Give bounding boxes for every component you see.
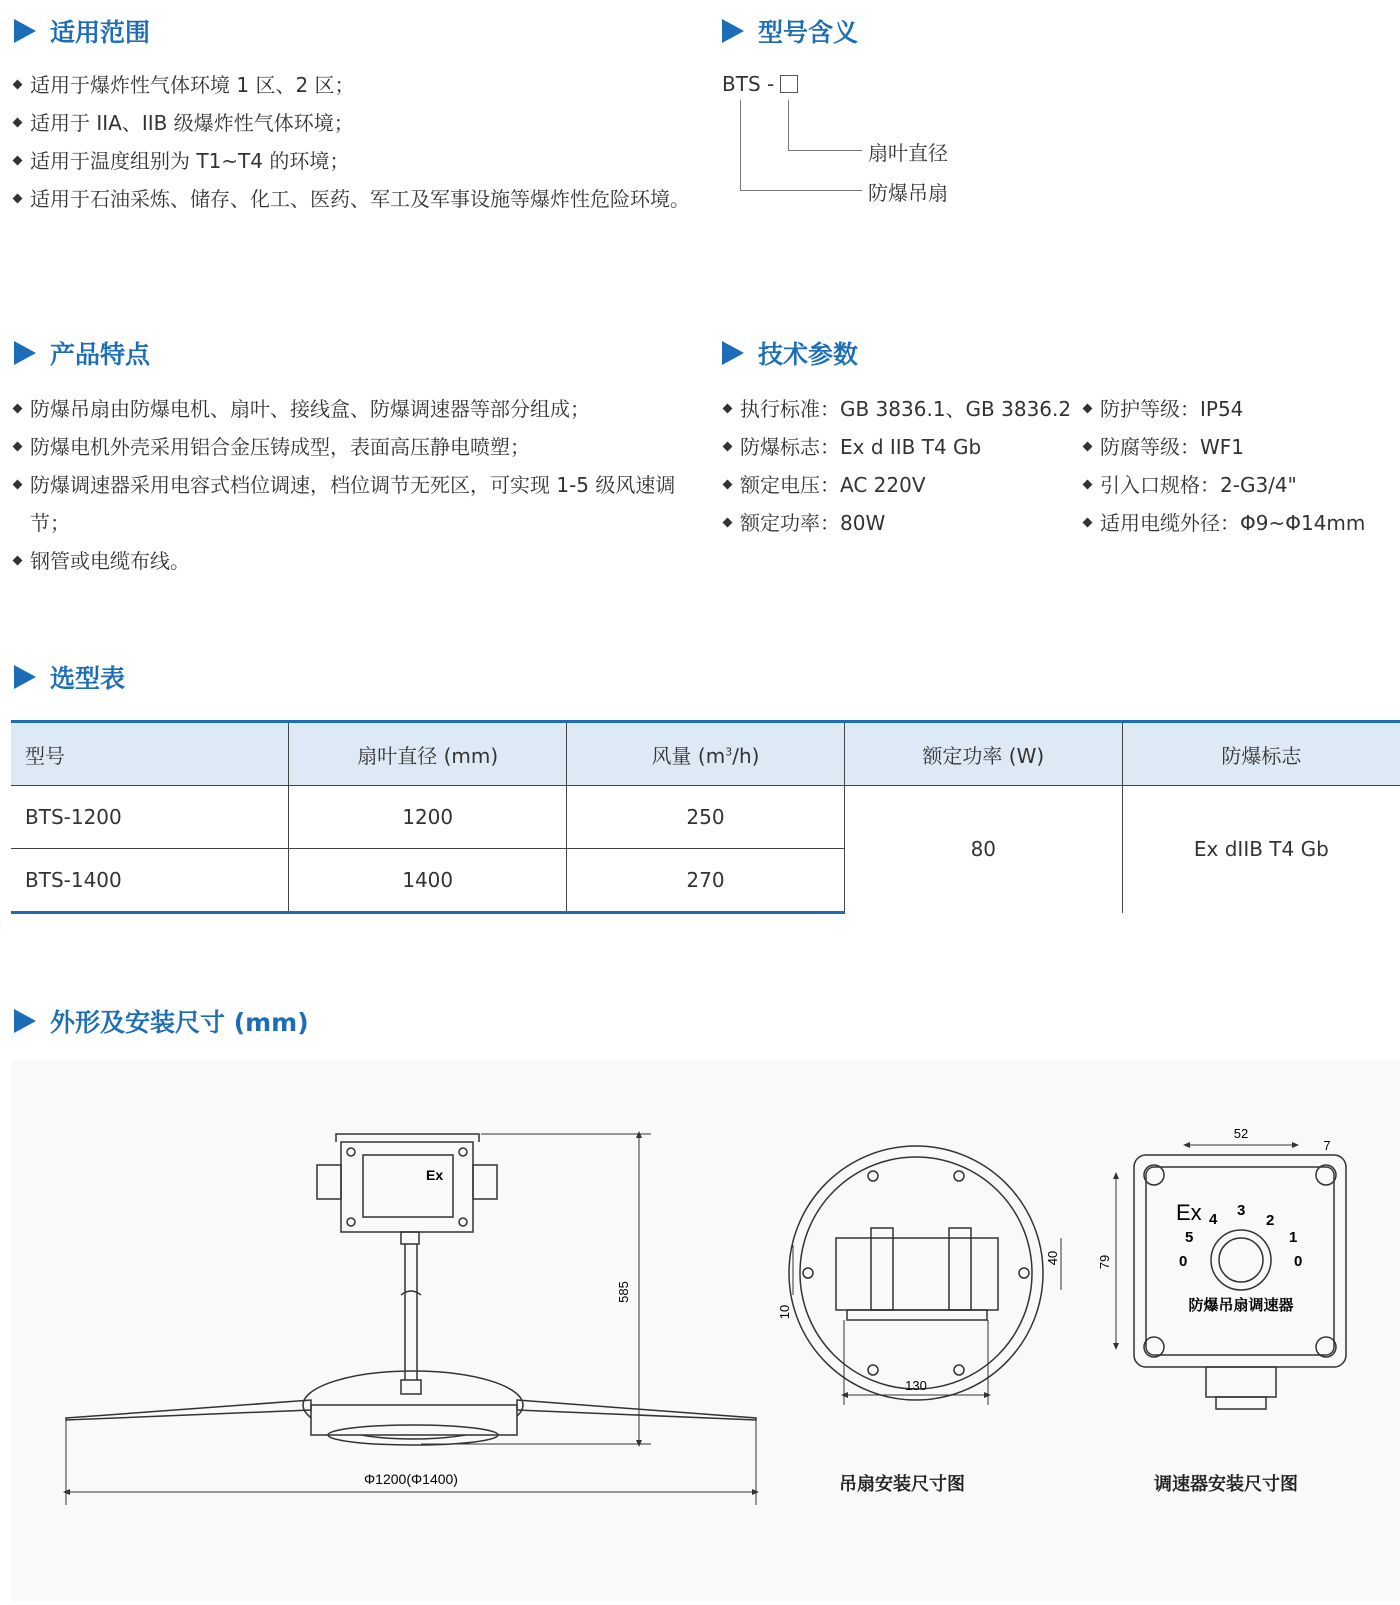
cell-model: BTS-1400 [11,849,289,913]
dim-regulator-top: 52 [1233,1126,1249,1141]
dial-0-right: 0 [1294,1253,1303,1270]
regulator-ex: Ex [1176,1200,1202,1225]
caption-regulator: 调速器安装尺寸图 [1154,1474,1298,1495]
section-title-dimensions: 外形及安装尺寸 (mm) [14,1004,309,1038]
list-item: 防护等级：IP54 [1082,390,1392,428]
bracket-line [740,100,741,190]
triangle-icon [722,19,744,43]
list-item: 防爆调速器采用电容式档位调速，档位调节无死区，可实现 1-5 级风速调节； [12,466,692,542]
dim-regulator-small: 7 [1323,1138,1331,1153]
mount-plate [789,1146,1043,1400]
label-blade-diameter: 扇叶直径 [868,141,948,165]
col-diameter: 扇叶直径 (mm) [289,722,567,786]
triangle-icon [14,19,36,43]
technical-drawing [11,1060,1400,1601]
dim-mount-width: 130 [905,1378,927,1393]
section-title-tech: 技术参数 [722,336,858,370]
fan-elevation [66,1134,756,1445]
dial-0-left: 0 [1179,1253,1188,1270]
dim-regulator-side: 79 [1097,1254,1112,1270]
triangle-icon [722,341,744,365]
col-power: 额定功率 (W) [844,722,1122,786]
col-airflow: 风量 $(m^3/h)$ [567,722,845,786]
placeholder-box [780,75,798,93]
fan-box-ex-label: Ex [426,1167,444,1183]
cell-marking: Ex dIIB T4 Gb [1122,786,1400,913]
section-title-scope: 适用范围 [14,14,150,48]
dial-3: 3 [1237,1202,1246,1219]
section-title-model: 型号含义 [722,14,858,48]
table-header-row [11,722,1400,786]
selection-table [11,720,1400,914]
model-code: BTS - [722,72,798,96]
list-item: 执行标准：GB 3836.1、GB 3836.2 [722,390,1072,428]
scope-list [12,66,692,218]
fan-dimension-lines [66,1134,756,1505]
caption-mount: 吊扇安装尺寸图 [839,1474,965,1495]
list-item: 适用于石油采炼、储存、化工、医药、军工及军事设施等爆炸性危险环境。 [12,180,692,218]
dial-5: 5 [1185,1229,1194,1246]
regulator-label: 防爆吊扇调速器 [1188,1296,1294,1314]
cell-power: 80 [844,786,1122,913]
list-item: 适用于爆炸性气体环境 1 区、2 区； [12,66,692,104]
triangle-icon [14,665,36,689]
tech-list-left [722,390,1072,542]
bracket-line [740,190,862,191]
dial-4: 4 [1209,1211,1218,1228]
label-explosion-fan: 防爆吊扇 [868,181,948,205]
list-item: 防腐等级：WF1 [1082,428,1392,466]
cell-airflow: 250 [567,786,845,849]
list-item: 额定功率：80W [722,504,1072,542]
list-item: 适用电缆外径：Φ9~Φ14mm [1082,504,1392,542]
features-list [12,390,692,580]
col-model: 型号 [11,722,289,786]
bracket-line [788,150,862,151]
dim-diameter: Φ1200(Φ1400) [364,1471,458,1487]
triangle-icon [14,341,36,365]
cell-diameter: 1200 [289,786,567,849]
regulator-dimension-lines [1116,1145,1296,1347]
dim-mount-left: 10 [777,1304,792,1320]
cell-diameter: 1400 [289,849,567,913]
list-item: 防爆电机外壳采用铝合金压铸成型，表面高压静电喷塑； [12,428,692,466]
junction-window [363,1155,453,1217]
section-title-selection: 选型表 [14,660,125,694]
regulator-box [1134,1155,1346,1409]
list-item: 适用于温度组别为 T1~T4 的环境； [12,142,692,180]
list-item: 防爆标志：Ex d IIB T4 Gb [722,428,1072,466]
table-row [11,786,1400,849]
tech-list-right [1082,390,1392,542]
dial-2: 2 [1266,1212,1275,1229]
dim-height: 585 [616,1281,631,1303]
list-item: 适用于 IIA、IIB 级爆炸性气体环境； [12,104,692,142]
section-title-features: 产品特点 [14,336,150,370]
cell-airflow: 270 [567,849,845,913]
col-marking: 防爆标志 [1122,722,1400,786]
dial-1: 1 [1289,1229,1298,1246]
drawing-panel [11,1060,1400,1601]
list-item: 额定电压：AC 220V [722,466,1072,504]
dim-mount-right: 40 [1045,1250,1060,1266]
cell-model: BTS-1200 [11,786,289,849]
list-item: 钢管或电缆布线。 [12,542,692,580]
list-item: 防爆吊扇由防爆电机、扇叶、接线盒、防爆调速器等部分组成； [12,390,692,428]
bracket-line [788,100,789,150]
list-item: 引入口规格：2-G3/4" [1082,466,1392,504]
triangle-icon [14,1009,36,1033]
